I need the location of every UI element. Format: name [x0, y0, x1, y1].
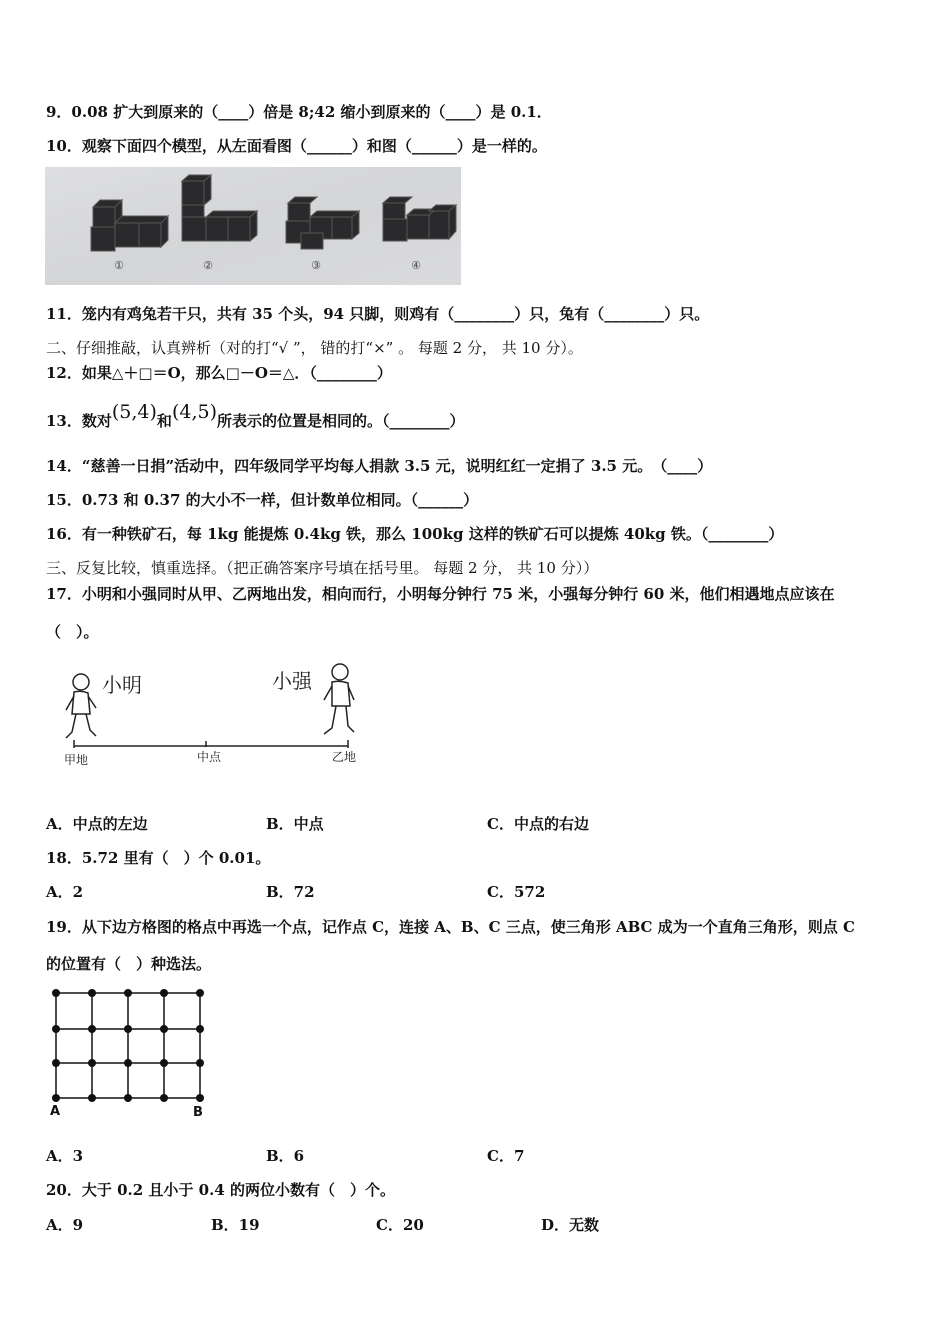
right-person-name: 小强 — [272, 669, 312, 693]
grid-point — [196, 1025, 204, 1033]
q19-option-c[interactable]: C．7 — [487, 1147, 525, 1165]
model-label-3: ③ — [311, 259, 321, 272]
question-15: 15．0.73 和 0.37 的大小不一样，但计数单位相同。（______） — [46, 491, 479, 509]
coord-pair-2: (4,5) — [171, 401, 217, 423]
q17-option-c[interactable]: C．中点的右边 — [487, 815, 589, 833]
question-16: 16．有一种铁矿石，每 1kg 能提炼 0.4kg 铁，那么 100kg 这样的铁矿石可以提炼 40kg 铁。（________） — [46, 525, 784, 543]
q17-option-a[interactable]: A．中点的左边 — [46, 815, 148, 833]
grid-point — [124, 989, 132, 997]
q13-suffix: 所表示的位置是相同的。（________） — [216, 412, 465, 430]
grid-point — [196, 1094, 204, 1102]
section-3-heading: 三、反复比较，慎重选择。（把正确答案序号填在括号里。 每题 2 分， 共 10 分）） — [46, 559, 599, 577]
grid-point — [52, 989, 60, 997]
meeting-point-figure — [56, 656, 366, 772]
place-left: 甲地 — [64, 753, 89, 767]
grid-point — [88, 1059, 96, 1067]
model-label-1: ① — [114, 259, 124, 272]
point-a-label: A — [50, 1104, 61, 1119]
grid-point — [88, 989, 96, 997]
q19-option-a[interactable]: A．3 — [46, 1147, 84, 1165]
q18-option-b[interactable]: B．72 — [266, 883, 315, 901]
cube-models-figure — [45, 167, 461, 285]
q18-option-c[interactable]: C．572 — [487, 883, 546, 901]
grid-figure — [46, 985, 216, 1120]
grid-point — [88, 1025, 96, 1033]
grid-point — [160, 1094, 168, 1102]
q17-option-b[interactable]: B．中点 — [266, 815, 324, 833]
q19-option-b[interactable]: B．6 — [266, 1147, 305, 1165]
question-11: 11．笼内有鸡兔若干只，共有 35 个头，94 只脚，则鸡有（________）只，兔有（________）只。 — [46, 305, 710, 323]
point-b-label: B — [193, 1105, 203, 1120]
question-13 — [46, 401, 465, 431]
grid-point — [52, 1025, 60, 1033]
question-19-line-2: 的位置有（ ）种选法。 — [46, 955, 212, 973]
grid-point — [124, 1094, 132, 1102]
grid-point — [196, 1059, 204, 1067]
question-10: 10．观察下面四个模型，从左面看图（______）和图（______）是一样的。 — [46, 137, 547, 155]
question-12: 12．如果△＋□＝O，那么□－O＝△．（________） — [46, 364, 392, 382]
grid-point — [160, 1025, 168, 1033]
question-19-line-1: 19．从下边方格图的格点中再选一个点，记作点 C，连接 A、B、C 三点，使三角形 ABC 成为一个直角三角形，则点 C — [46, 918, 855, 936]
grid-point — [52, 1059, 60, 1067]
walker-right-icon — [324, 664, 354, 734]
q13-prefix: 13．数对 — [46, 412, 112, 430]
grid-point — [160, 989, 168, 997]
coord-pair-1: (5,4) — [111, 401, 157, 423]
place-right: 乙地 — [332, 750, 357, 764]
model-label-2: ② — [203, 259, 213, 272]
grid-point — [88, 1094, 96, 1102]
q20-option-c[interactable]: C．20 — [376, 1216, 424, 1234]
q18-option-a[interactable]: A．2 — [46, 883, 84, 901]
grid-lines — [56, 993, 200, 1098]
q13-mid: 和 — [156, 412, 172, 430]
q20-option-d[interactable]: D．无数 — [541, 1216, 600, 1234]
grid-point — [52, 1094, 60, 1102]
q20-option-b[interactable]: B．19 — [211, 1216, 260, 1234]
question-20: 20．大于 0.2 且小于 0.4 的两位小数有（ ）个。 — [46, 1181, 395, 1199]
walker-left-icon — [66, 674, 96, 738]
question-18: 18．5.72 里有（ ）个 0.01。 — [46, 849, 271, 867]
grid-point — [196, 989, 204, 997]
grid-point — [124, 1059, 132, 1067]
model-label-4: ④ — [411, 259, 421, 272]
question-17-line-2: （ ）。 — [46, 623, 99, 641]
left-person-name: 小明 — [102, 673, 142, 697]
place-mid: 中点 — [197, 750, 222, 764]
q20-option-a[interactable]: A．9 — [46, 1216, 84, 1234]
question-9: 9．0.08 扩大到原来的（____）倍是 8;42 缩小到原来的（____）是 0.1． — [46, 103, 552, 121]
question-17-line-1: 17．小明和小强同时从甲、乙两地出发，相向而行，小明每分钟行 75 米，小强每分钟行 60 米，他们相遇地点应该在 — [46, 585, 835, 603]
grid-point — [124, 1025, 132, 1033]
section-2-heading: 二、仔细推敲，认真辨析（对的打“√ ”， 错的打“×” 。 每题 2 分， 共 10 分）。 — [46, 339, 583, 357]
grid-point — [160, 1059, 168, 1067]
question-14: 14．“慈善一日捐”活动中，四年级同学平均每人捐款 3.5 元，说明红红一定捐了 3.5 元。 （____） — [46, 457, 713, 475]
